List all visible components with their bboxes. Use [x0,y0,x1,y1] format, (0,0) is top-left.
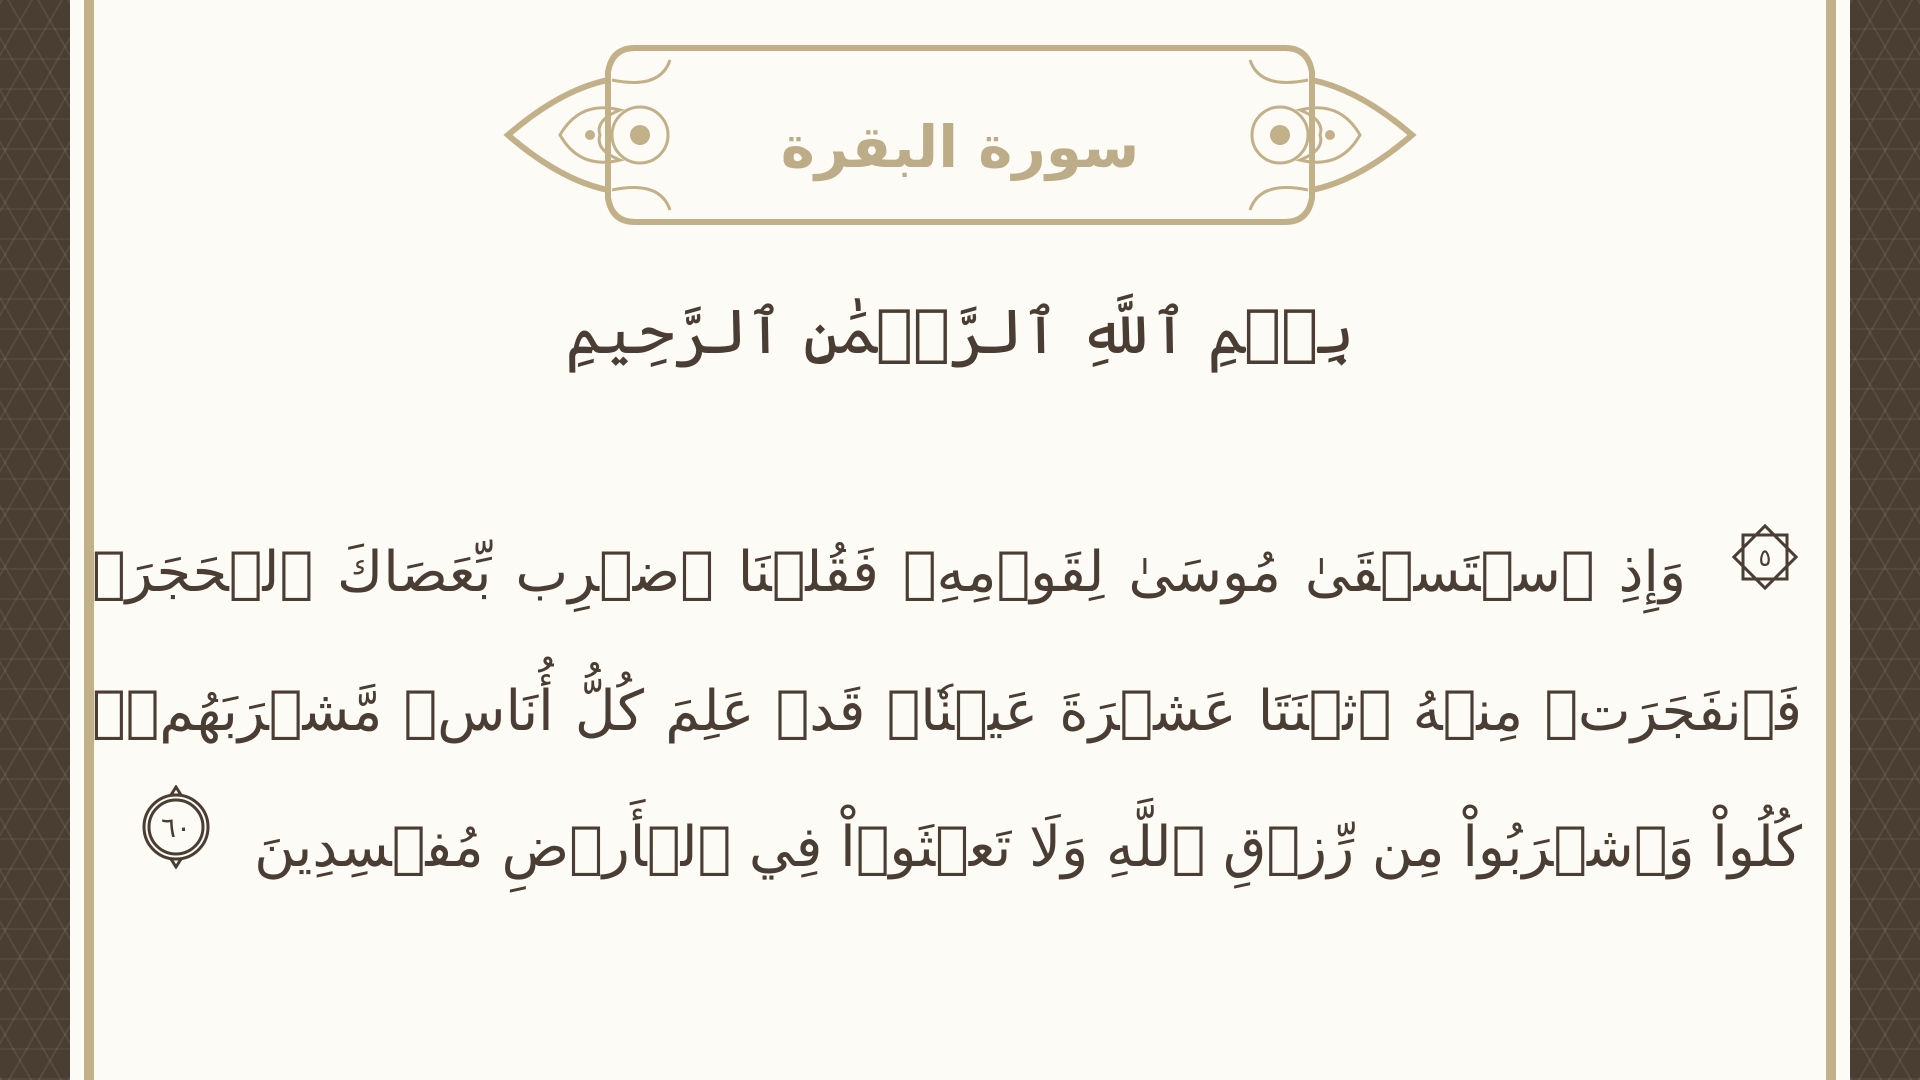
ayah-text: وَإِذِ ٱسۡتَسۡقَىٰ مُوسَىٰ لِقَوۡمِهِۦ فَقُلۡنَا ٱضۡرِب بِّعَصَاكَ ٱلۡحَجَرَۖ فَٱنفَجَرَتۡ مِنۡهُ ٱثۡنَتَا عَشۡرَةَ عَيۡنٗاۖ قَدۡ عَلِمَ كُلُّ أُنَاسٖ مَّشۡرَبَهُمۡۖ كُلُواْ وَٱشۡرَبُواْ مِن رِّزۡقِ ٱللَّهِ وَلَا تَعۡثَوۡاْ فِي ٱلۡأَرۡضِ مُفۡسِدِينَ [92,540,1802,880]
ayah-number: ٦٠ [161,810,192,844]
left-ornamental-border [0,0,70,1080]
right-gold-rule [1826,0,1836,1080]
surah-title: سورة البقرة [780,113,1140,181]
surah-title-cartouche [500,40,1420,230]
right-ornamental-border [1850,0,1920,1080]
rub-el-hizb-icon [1728,508,1802,644]
basmala: بِسۡمِ ٱللَّهِ ٱلرَّحۡمَٰنِ ٱلرَّحِيمِ [565,295,1355,368]
rub-marker-number: ٥ [1758,543,1772,572]
ayah-end-marker-icon [134,783,218,919]
ayah-block [92,505,1802,919]
